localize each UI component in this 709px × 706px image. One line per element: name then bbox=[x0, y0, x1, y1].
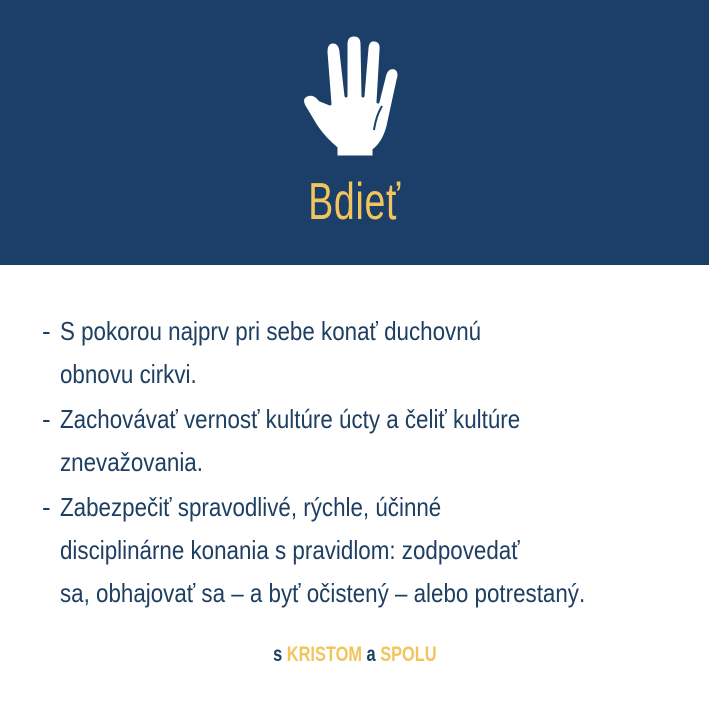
list-item bbox=[42, 486, 682, 615]
header-banner bbox=[0, 0, 709, 265]
content-area bbox=[0, 265, 709, 706]
bullet-line: obnovu cirkvi. bbox=[60, 359, 197, 389]
brand-kristom: KRISTOM bbox=[286, 643, 362, 666]
bullet-line: Zabezpečiť spravodlivé, rýchle, účinné bbox=[60, 492, 442, 522]
footer-brand bbox=[0, 643, 709, 667]
bullet-dash: - bbox=[42, 404, 51, 434]
bullet-line: disciplinárne konania s pravidlom: zodpovedať bbox=[60, 535, 520, 565]
bullet-dash: - bbox=[42, 316, 51, 346]
list-item bbox=[42, 310, 682, 396]
brand-a: a bbox=[366, 643, 376, 666]
bullet-line: S pokorou najprv pri sebe konať duchovnú bbox=[60, 316, 482, 346]
bullet-dash: - bbox=[42, 492, 51, 522]
raised-hand-icon bbox=[300, 34, 410, 159]
list-item bbox=[42, 398, 682, 484]
brand-s: s bbox=[272, 643, 282, 666]
bullet-line: znevažovania. bbox=[60, 447, 203, 477]
bullet-line: sa, obhajovať sa – a byť očistený – alebo potrestaný. bbox=[60, 578, 586, 608]
page-title: Bdieť bbox=[308, 173, 401, 231]
bullet-list bbox=[42, 310, 682, 617]
brand-spolu: SPOLU bbox=[379, 643, 437, 666]
bullet-line: Zachovávať vernosť kultúre úcty a čeliť kultúre bbox=[60, 404, 521, 434]
